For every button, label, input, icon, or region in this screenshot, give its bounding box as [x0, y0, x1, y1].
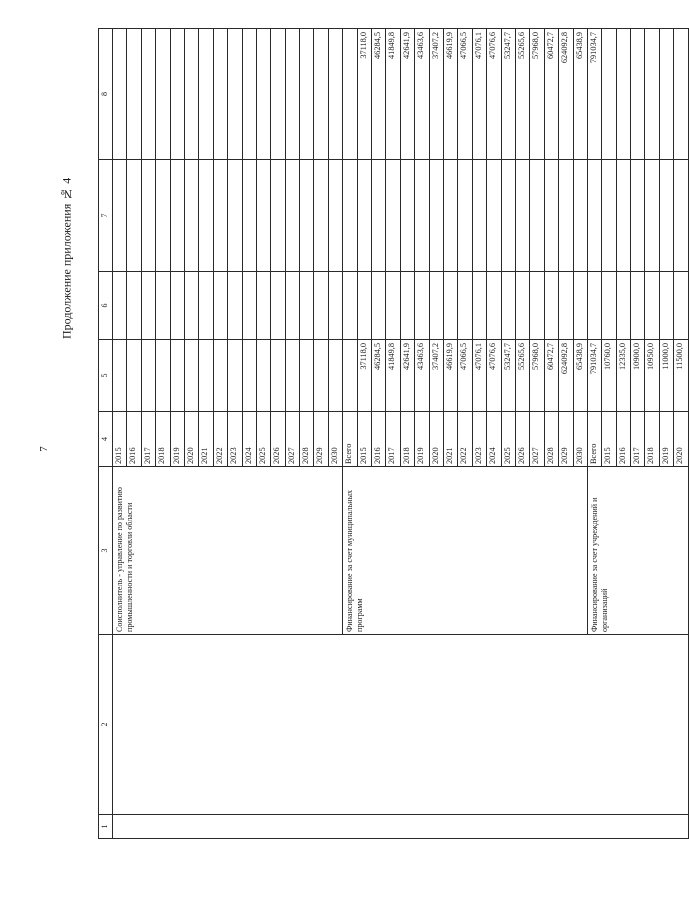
amount-cell-5 [300, 272, 314, 340]
year-cell: 2030 [328, 412, 342, 467]
amount-cell-6 [256, 160, 270, 272]
amount-cell-4: 11000,0 [659, 340, 673, 412]
amount-cell-4: 53247,7 [501, 340, 515, 412]
year-cell: 2016 [616, 412, 630, 467]
amount-cell-5 [127, 272, 141, 340]
amount-cell-7: 791034,7 [587, 29, 601, 160]
amount-cell-4: 37407,2 [429, 340, 443, 412]
amount-cell-4: 47066,5 [458, 340, 472, 412]
year-cell: 2028 [544, 412, 558, 467]
amount-cell-4: 37118,0 [357, 340, 371, 412]
amount-cell-7: 42641,9 [400, 29, 414, 160]
amount-cell-5 [487, 272, 501, 340]
amount-cell-4: 10950,0 [645, 340, 659, 412]
amount-cell-4: 11500,0 [674, 340, 688, 412]
amount-cell-5 [256, 272, 270, 340]
year-cell: 2028 [300, 412, 314, 467]
amount-cell-4 [141, 340, 155, 412]
amount-cell-6 [328, 160, 342, 272]
amount-cell-7 [631, 29, 645, 160]
amount-cell-6 [184, 160, 198, 272]
amount-cell-4: 10760,0 [602, 340, 616, 412]
amount-cell-4: 42641,9 [400, 340, 414, 412]
amount-cell-5 [429, 272, 443, 340]
amount-cell-7 [271, 29, 285, 160]
amount-cell-6 [458, 160, 472, 272]
amount-cell-5 [530, 272, 544, 340]
amount-cell-5 [199, 272, 213, 340]
amount-cell-7 [199, 29, 213, 160]
year-cell: 2018 [400, 412, 414, 467]
year-cell: 2023 [228, 412, 242, 467]
amount-cell-7: 41849,8 [386, 29, 400, 160]
amount-cell-5 [616, 272, 630, 340]
amount-cell-6 [213, 160, 227, 272]
column-header: 7 [99, 160, 113, 272]
amount-cell-5 [213, 272, 227, 340]
amount-cell-7 [328, 29, 342, 160]
year-cell: 2018 [156, 412, 170, 467]
funding-table [98, 28, 689, 839]
amount-cell-5 [573, 272, 587, 340]
amount-cell-7: 53247,7 [501, 29, 515, 160]
amount-cell-6 [127, 160, 141, 272]
amount-cell-5 [515, 272, 529, 340]
amount-cell-6 [141, 160, 155, 272]
amount-cell-7 [314, 29, 328, 160]
amount-cell-6 [228, 160, 242, 272]
funding-source-description: Финансирование за счет муниципальных программ [343, 467, 588, 635]
amount-cell-4: 43463,6 [415, 340, 429, 412]
amount-cell-5 [544, 272, 558, 340]
amount-cell-4 [242, 340, 256, 412]
year-cell: 2025 [256, 412, 270, 467]
amount-cell-7 [674, 29, 688, 160]
column-header: 8 [99, 29, 113, 160]
amount-cell-4: 46284,5 [372, 340, 386, 412]
amount-cell-5 [631, 272, 645, 340]
amount-cell-6 [343, 160, 357, 272]
amount-cell-5 [156, 272, 170, 340]
amount-cell-5 [443, 272, 457, 340]
year-cell: 2022 [213, 412, 227, 467]
amount-cell-7 [285, 29, 299, 160]
amount-cell-5 [343, 272, 357, 340]
year-cell: 2022 [458, 412, 472, 467]
amount-cell-4: 46619,9 [443, 340, 457, 412]
amount-cell-5 [271, 272, 285, 340]
amount-cell-6 [372, 160, 386, 272]
amount-cell-5 [357, 272, 371, 340]
year-cell: Всего [587, 412, 601, 467]
year-cell: 2020 [184, 412, 198, 467]
amount-cell-6 [631, 160, 645, 272]
year-cell: 2019 [415, 412, 429, 467]
amount-cell-6 [443, 160, 457, 272]
year-cell: 2015 [357, 412, 371, 467]
year-cell: 2015 [602, 412, 616, 467]
amount-cell-6 [314, 160, 328, 272]
amount-cell-5 [415, 272, 429, 340]
amount-cell-6 [271, 160, 285, 272]
year-cell: Всего [343, 412, 357, 467]
year-cell: 2025 [501, 412, 515, 467]
year-cell: 2019 [170, 412, 184, 467]
amount-cell-4: 55265,6 [515, 340, 529, 412]
amount-cell-5 [242, 272, 256, 340]
year-cell: 2021 [443, 412, 457, 467]
amount-cell-5 [372, 272, 386, 340]
amount-cell-7: 47076,6 [487, 29, 501, 160]
amount-cell-6 [415, 160, 429, 272]
year-cell: 2018 [645, 412, 659, 467]
amount-cell-7: 43463,6 [415, 29, 429, 160]
amount-cell-6 [573, 160, 587, 272]
year-cell: 2024 [487, 412, 501, 467]
amount-cell-5 [386, 272, 400, 340]
amount-cell-6 [530, 160, 544, 272]
amount-cell-7 [300, 29, 314, 160]
amount-cell-7 [113, 29, 127, 160]
amount-cell-4 [271, 340, 285, 412]
amount-cell-7 [242, 29, 256, 160]
year-cell: 2026 [515, 412, 529, 467]
table-row [113, 29, 127, 839]
amount-cell-4: 60472,7 [544, 340, 558, 412]
amount-cell-7 [343, 29, 357, 160]
amount-cell-6 [400, 160, 414, 272]
amount-cell-4 [184, 340, 198, 412]
amount-cell-5 [170, 272, 184, 340]
amount-cell-5 [587, 272, 601, 340]
amount-cell-6 [170, 160, 184, 272]
amount-cell-7: 65438,9 [573, 29, 587, 160]
amount-cell-6 [300, 160, 314, 272]
amount-cell-4 [156, 340, 170, 412]
column-1-cell [113, 815, 689, 839]
amount-cell-6 [472, 160, 486, 272]
amount-cell-4 [228, 340, 242, 412]
amount-cell-6 [357, 160, 371, 272]
amount-cell-6 [515, 160, 529, 272]
amount-cell-7: 624092,8 [559, 29, 573, 160]
column-2-cell [113, 635, 689, 815]
amount-cell-6 [645, 160, 659, 272]
amount-cell-6 [659, 160, 673, 272]
amount-cell-7 [184, 29, 198, 160]
amount-cell-6 [602, 160, 616, 272]
amount-cell-7 [256, 29, 270, 160]
year-cell: 2017 [631, 412, 645, 467]
year-cell: 2030 [573, 412, 587, 467]
amount-cell-4 [343, 340, 357, 412]
amount-cell-7: 37407,2 [429, 29, 443, 160]
amount-cell-4 [314, 340, 328, 412]
funding-source-description: Соисполнитель - управление по развитию промышленности и торговли области [113, 467, 343, 635]
amount-cell-4: 624092,8 [559, 340, 573, 412]
amount-cell-5 [314, 272, 328, 340]
amount-cell-5 [328, 272, 342, 340]
year-cell: 2017 [386, 412, 400, 467]
amount-cell-6 [587, 160, 601, 272]
amount-cell-4 [127, 340, 141, 412]
amount-cell-5 [184, 272, 198, 340]
amount-cell-5 [659, 272, 673, 340]
year-cell: 2023 [472, 412, 486, 467]
year-cell: 2021 [199, 412, 213, 467]
amount-cell-4: 791034,7 [587, 340, 601, 412]
amount-cell-5 [400, 272, 414, 340]
amount-cell-6 [156, 160, 170, 272]
year-cell: 2017 [141, 412, 155, 467]
page-number: 7 [38, 446, 50, 452]
amount-cell-5 [674, 272, 688, 340]
amount-cell-7 [156, 29, 170, 160]
amount-cell-6 [386, 160, 400, 272]
year-cell: 2015 [113, 412, 127, 467]
amount-cell-6 [285, 160, 299, 272]
amount-cell-4 [170, 340, 184, 412]
amount-cell-7: 47066,5 [458, 29, 472, 160]
amount-cell-4 [256, 340, 270, 412]
amount-cell-7 [170, 29, 184, 160]
year-cell: 2027 [530, 412, 544, 467]
amount-cell-4: 12335,0 [616, 340, 630, 412]
amount-cell-7 [228, 29, 242, 160]
amount-cell-7 [602, 29, 616, 160]
amount-cell-5 [113, 272, 127, 340]
amount-cell-7: 46284,5 [372, 29, 386, 160]
column-header: 3 [99, 467, 113, 635]
amount-cell-7 [213, 29, 227, 160]
amount-cell-7 [616, 29, 630, 160]
column-header: 2 [99, 635, 113, 815]
amount-cell-4 [199, 340, 213, 412]
amount-cell-7: 55265,6 [515, 29, 529, 160]
amount-cell-7: 60472,7 [544, 29, 558, 160]
year-cell: 2016 [127, 412, 141, 467]
year-cell: 2027 [285, 412, 299, 467]
amount-cell-4: 41849,8 [386, 340, 400, 412]
amount-cell-5 [228, 272, 242, 340]
amount-cell-6 [559, 160, 573, 272]
amount-cell-7: 46619,9 [443, 29, 457, 160]
amount-cell-7 [141, 29, 155, 160]
column-header: 4 [99, 412, 113, 467]
appendix-continuation-note: Продолжение приложения № 4 [59, 177, 74, 339]
amount-cell-5 [141, 272, 155, 340]
year-cell: 2024 [242, 412, 256, 467]
amount-cell-6 [113, 160, 127, 272]
year-cell: 2020 [674, 412, 688, 467]
year-cell: 2016 [372, 412, 386, 467]
amount-cell-6 [199, 160, 213, 272]
funding-source-description: Финансирование за счет учреждений и организаций [587, 467, 688, 635]
amount-cell-4 [113, 340, 127, 412]
amount-cell-7 [127, 29, 141, 160]
amount-cell-4 [213, 340, 227, 412]
amount-cell-4: 47076,1 [472, 340, 486, 412]
amount-cell-5 [472, 272, 486, 340]
amount-cell-4 [328, 340, 342, 412]
amount-cell-7 [659, 29, 673, 160]
amount-cell-5 [645, 272, 659, 340]
amount-cell-7: 37118,0 [357, 29, 371, 160]
year-cell: 2029 [314, 412, 328, 467]
year-cell: 2019 [659, 412, 673, 467]
year-cell: 2029 [559, 412, 573, 467]
year-cell: 2026 [271, 412, 285, 467]
column-number-header-row [99, 29, 113, 839]
amount-cell-4: 10900,0 [631, 340, 645, 412]
amount-cell-5 [285, 272, 299, 340]
amount-cell-5 [559, 272, 573, 340]
column-header: 1 [99, 815, 113, 839]
amount-cell-7: 47076,1 [472, 29, 486, 160]
amount-cell-6 [544, 160, 558, 272]
amount-cell-4: 65438,9 [573, 340, 587, 412]
amount-cell-4: 57968,0 [530, 340, 544, 412]
amount-cell-6 [616, 160, 630, 272]
amount-cell-5 [501, 272, 515, 340]
amount-cell-5 [458, 272, 472, 340]
amount-cell-4 [285, 340, 299, 412]
column-header: 6 [99, 272, 113, 340]
rotated-table-frame [98, 29, 685, 839]
amount-cell-5 [602, 272, 616, 340]
amount-cell-6 [674, 160, 688, 272]
amount-cell-4: 47076,6 [487, 340, 501, 412]
amount-cell-6 [501, 160, 515, 272]
amount-cell-7: 57968,0 [530, 29, 544, 160]
amount-cell-6 [242, 160, 256, 272]
table-body [113, 29, 689, 839]
amount-cell-6 [487, 160, 501, 272]
column-header: 5 [99, 340, 113, 412]
amount-cell-7 [645, 29, 659, 160]
amount-cell-6 [429, 160, 443, 272]
amount-cell-4 [300, 340, 314, 412]
year-cell: 2020 [429, 412, 443, 467]
